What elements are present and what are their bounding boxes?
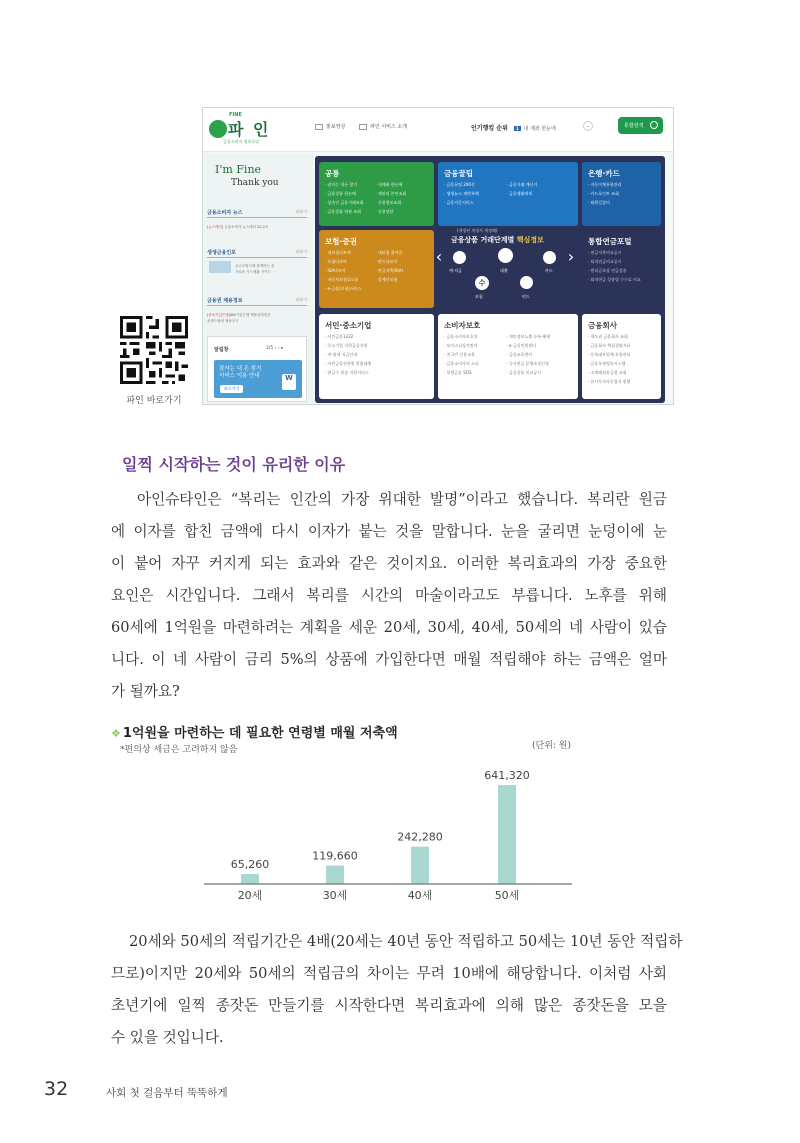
tile-item[interactable]: · 등록대부업체 통합관리 xyxy=(588,352,631,357)
life-title: 생생금융인포 xyxy=(207,250,236,256)
tile-company[interactable] xyxy=(582,314,661,399)
chart-title xyxy=(111,722,398,741)
carousel-subtitle: (개정된 개정사 개정해) xyxy=(457,228,498,233)
tile-item[interactable]: · 금융회사 핵심경영지표 xyxy=(588,343,631,348)
running-title: 사회 첫 걸음부터 뚝뚝하게 xyxy=(106,1087,228,1099)
tile-insurance[interactable] xyxy=(319,230,434,308)
tile-item[interactable]: · 외환길잡이 xyxy=(588,200,610,205)
carousel-title xyxy=(451,235,544,245)
tile-common-items xyxy=(325,181,430,217)
menu-promo-label: 홍보영상 xyxy=(326,124,346,130)
label-fund: 펀드 xyxy=(522,294,530,299)
x-tick-label: 50세 xyxy=(494,889,520,902)
bar-value-label: 242,280 xyxy=(397,830,443,844)
tile-common-title: 공통 xyxy=(325,169,340,178)
loan-icon[interactable] xyxy=(498,248,513,263)
tile-item[interactable]: · 펀드다모아 xyxy=(375,259,398,264)
paragraph-line: 요인은 시간입니다. 그래서 복리를 시간의 마술이라고도 부릅니다. 노후를 위해 xyxy=(111,587,667,604)
x-tick-label: 40세 xyxy=(407,889,433,902)
thank-you-text: Thank you xyxy=(231,178,279,188)
tile-item[interactable]: · 금융상품 약관 조회 xyxy=(325,209,361,214)
news-section-title[interactable] xyxy=(207,209,307,218)
tile-item[interactable]: · 퇴직연금비교공시 xyxy=(588,259,622,264)
tile-item[interactable]: · 금융소비자보호처 xyxy=(444,334,478,339)
notice-pager[interactable]: 2/5 ‹ › ▸ xyxy=(266,346,284,351)
tile-item[interactable]: · 퇴직연금 상품별 수수료 비교 xyxy=(588,277,641,282)
logo-sub: 금융소비자 정보포털 xyxy=(223,139,260,144)
tile-item[interactable]: · 보험다모아 xyxy=(325,259,347,264)
tile-item[interactable]: · 금융통계정보시스템 xyxy=(588,361,626,366)
paragraph-2 xyxy=(111,926,683,1054)
label-loan: 대출 xyxy=(500,268,508,273)
fine-website-screenshot xyxy=(202,107,674,405)
tile-item[interactable]: · 즉시연금 분쟁조정신청 xyxy=(506,361,549,366)
chart-note: *편의상 세금은 고려하지 않음 xyxy=(120,745,238,755)
tile-bank-items xyxy=(588,181,657,208)
service-menu-panel xyxy=(315,156,665,403)
tile-consumer-items xyxy=(444,333,574,378)
bar-value-label: 65,260 xyxy=(230,857,270,871)
diamond-bullet-icon: ❖ xyxy=(111,727,121,740)
tile-item[interactable]: · ISA다모아 xyxy=(325,268,346,273)
tile-bank-title: 은행·카드 xyxy=(588,169,620,178)
job-title: 금융권 채용정보 xyxy=(207,298,243,304)
im-fine-text: I'm Fine xyxy=(215,163,262,176)
paragraph-line: 아인슈타인은 “복리는 인간의 가장 위대한 발명”이라고 했습니다. 복리란 원금 xyxy=(137,491,667,508)
video-icon xyxy=(315,124,323,130)
tile-item[interactable]: · 자동이체통합관리 xyxy=(588,182,622,187)
life-thumbnail[interactable] xyxy=(209,261,231,273)
tile-item[interactable]: · 신용상담 xyxy=(375,209,394,214)
logo-fine: FINE xyxy=(229,112,242,118)
tile-item[interactable]: · 불법금융 SOS xyxy=(444,370,472,375)
chart-bar xyxy=(241,874,259,884)
tile-tips[interactable] xyxy=(438,162,578,226)
card-line-2: 서비스 이용 안내 xyxy=(219,373,260,379)
paragraph-1 xyxy=(111,484,667,708)
notice-title: 알림창 xyxy=(214,347,229,353)
card-wallet-icon: W xyxy=(282,374,296,390)
tile-smb[interactable] xyxy=(319,314,434,399)
news-more-link[interactable]: 더보기 xyxy=(295,209,307,214)
life-section-title[interactable] xyxy=(207,249,307,258)
tile-item[interactable]: · 연금저축(ISA) xyxy=(375,268,404,273)
life-line-1[interactable]: 우수모범사례 함께하는 숍 xyxy=(235,264,275,268)
search-icon xyxy=(650,121,658,129)
doc-icon xyxy=(359,124,367,130)
paragraph-line: 므로)이지만 20세와 50세의 적립금의 차이는 무려 10배에 해당합니다. 이처럼 사회 xyxy=(111,965,667,982)
fine-logo-icon xyxy=(209,120,227,138)
tile-item[interactable]: · 금융꿀팁 200선 xyxy=(444,182,475,187)
news-line[interactable] xyxy=(207,225,268,230)
tile-item[interactable]: · e-금융민원센터 xyxy=(506,343,537,348)
paragraph-line: 20세와 50세의 적립기간은 4배(20세는 40년 동안 적립하고 50세는 10년 동안 적립하 xyxy=(129,933,683,950)
carousel-prev-icon[interactable]: ‹ xyxy=(435,247,443,266)
tile-item[interactable]: · 생생뉴스 제반특례 xyxy=(444,191,479,196)
popular-ranking[interactable] xyxy=(471,123,556,132)
menu-intro-label: 파인 서비스 소개 xyxy=(370,124,407,130)
tile-item[interactable]: · 서민금융진흥원 맞춤대출 xyxy=(325,361,372,366)
job-line-2[interactable]: 신생드림에 채용공고 xyxy=(207,319,239,323)
carousel-title-b: 핵심정보 xyxy=(516,236,544,244)
tile-item[interactable]: · 금융거래 계산기 xyxy=(506,182,538,187)
notice-card[interactable] xyxy=(214,360,302,398)
job-more-link[interactable]: 더보기 xyxy=(295,297,307,302)
chart-title-text: 1억원을 마련하는 데 필요한 연령별 매월 저축액 xyxy=(122,726,398,741)
paragraph-line: 에 이자를 합친 금액에 다시 이자가 붙는 것을 말합니다. 눈을 굴리면 눈덩이에 눈 xyxy=(111,523,667,540)
tile-pension-title: 통합연금포털 xyxy=(588,237,632,246)
tile-item[interactable]: · 금융소비자의 소리 xyxy=(444,361,479,366)
news-tag: [뉴스레터] xyxy=(207,225,224,229)
paragraph-line: 초년기에 일찍 종잣돈 만들기를 시작한다면 복리효과에 의해 많은 종잣돈을 모을 xyxy=(111,997,667,1014)
tile-item[interactable]: · 카드포인트 조회 xyxy=(588,191,619,196)
x-tick-label: 30세 xyxy=(322,889,348,902)
tile-insurance-items xyxy=(325,249,430,294)
tile-item[interactable]: · 현금수 현장 지원서비스 xyxy=(325,370,369,375)
tile-consumer-title: 소비자보호 xyxy=(444,321,481,330)
tile-item[interactable]: · 내보험다보여 xyxy=(325,250,351,255)
tile-tips-items xyxy=(444,181,574,208)
job-line-1[interactable] xyxy=(207,313,271,318)
notice-box xyxy=(207,336,307,402)
chevron-down-icon[interactable]: ⌄ xyxy=(583,121,593,131)
rank-value: 내 계좌 한눈에 xyxy=(523,126,556,132)
tile-item[interactable]: · 금융상품 한눈에 xyxy=(325,191,356,196)
tile-common[interactable] xyxy=(319,162,434,226)
fund-icon[interactable] xyxy=(520,276,533,289)
notice-page: 2/5 xyxy=(266,346,274,351)
tile-insurance-title: 보험·증권 xyxy=(325,237,357,246)
rank-number: 1 xyxy=(515,126,519,131)
job-section-title[interactable] xyxy=(207,297,307,306)
tile-item[interactable]: · 상속인 금융거래조회 xyxy=(325,200,364,205)
tile-item[interactable]: · 소액해외송금업 조회 xyxy=(588,370,627,375)
tile-item[interactable]: · 유사투자자문업자 현황 xyxy=(588,379,631,384)
tile-smb-items xyxy=(325,333,430,378)
savings-bar-chart xyxy=(200,760,580,910)
tile-item[interactable]: · 서민금융1332 xyxy=(325,334,354,339)
tile-item[interactable]: · 내계좌 한눈에 xyxy=(375,182,403,187)
tile-item[interactable]: · 자동차보험료도움 xyxy=(325,277,359,282)
search-label: 통합검색 xyxy=(624,123,644,129)
rank-label: 인기행킹 순위 xyxy=(471,125,508,132)
paragraph-line: 이 붙어 자꾸 커지게 되는 효과와 같은 것이지요. 이러한 복리효과의 가장 중요한 xyxy=(111,555,667,572)
tile-company-title: 금융회사 xyxy=(588,321,617,330)
label-insurance: 보험 xyxy=(475,294,483,299)
tile-tips-title: 금융꿀팁 xyxy=(444,169,473,178)
tile-item[interactable]: · e-금융(보험)서비스 xyxy=(325,286,362,291)
savings-icon[interactable] xyxy=(453,251,466,264)
tile-bank-card[interactable] xyxy=(582,162,661,226)
card-go-button[interactable]: 바로가기 xyxy=(220,385,243,393)
tile-item[interactable]: · 전국민 신용교육 xyxy=(444,352,475,357)
qr-caption: 파인 바로가기 xyxy=(126,396,182,406)
chart-bar xyxy=(411,847,429,884)
tile-item[interactable]: · 잠자는 내돈 찾기 xyxy=(325,182,358,187)
center-insurance-icon[interactable]: 수 xyxy=(475,276,489,290)
life-line-2[interactable]: 가로운 카드생활 가이드 xyxy=(235,270,272,274)
card-icon[interactable] xyxy=(543,251,556,264)
life-more-link[interactable]: 더보기 xyxy=(295,249,307,254)
tile-item[interactable]: · 원리금보장 연금상품 xyxy=(588,268,627,273)
chart-unit: (단위: 원) xyxy=(532,741,571,751)
card-line-1: 잠자는 내 돈 찾기 xyxy=(219,366,262,372)
news-text: 금융소비자 뉴스레터 20-2호 xyxy=(224,225,269,229)
paragraph-line: 니다. 이 네 사람이 금리 5%의 상품에 가입한다면 매월 적립해야 하는 금액은 얼마 xyxy=(111,651,667,668)
carousel-title-a: 금융상품 거래단계별 xyxy=(451,236,515,244)
tile-item[interactable]: · 금융생활에세 xyxy=(506,191,533,196)
job-tag: [중소기업은행] xyxy=(207,313,231,317)
logo-name[interactable]: 파 인 xyxy=(228,120,271,139)
tile-consumer[interactable] xyxy=(438,314,578,399)
tile-item[interactable]: · 신용정보조회 xyxy=(375,200,402,205)
page-number: 32 xyxy=(44,1078,69,1100)
bar-value-label: 641,320 xyxy=(484,769,530,783)
tile-item[interactable]: · 중소기업 지원금융지원 xyxy=(325,343,368,348)
label-card: 카드 xyxy=(545,268,553,273)
chart-bar xyxy=(498,785,516,884)
carousel-next-icon[interactable]: › xyxy=(567,247,575,266)
paragraph-line: 수 있을 것입니다. xyxy=(111,1029,224,1046)
tile-company-items xyxy=(588,333,657,387)
tile-item[interactable]: · 장애인보험 xyxy=(375,277,398,282)
tile-smb-title: 서민·중소기업 xyxy=(325,321,372,330)
menu-promo-video[interactable] xyxy=(315,123,345,130)
tile-item[interactable]: · 전·월세 지금안내 xyxy=(325,352,358,357)
paragraph-line: 가 될까요? xyxy=(111,683,180,700)
menu-service-intro[interactable] xyxy=(359,123,407,130)
label-savings: 예·적금 xyxy=(449,268,462,273)
tile-item[interactable]: · 금융교육센터 xyxy=(506,352,533,357)
tile-item[interactable]: · 보이스피싱지킴이 xyxy=(444,343,478,348)
news-title: 금융소비자 뉴스 xyxy=(207,210,243,216)
tile-item[interactable]: · 금융상품 비교공시 xyxy=(506,370,542,375)
tile-item[interactable]: · 연금저축비교공시 xyxy=(588,250,622,255)
site-header xyxy=(203,108,673,152)
tile-item[interactable]: · 제관리 본인조회 xyxy=(375,191,407,196)
job-text: IBK기업은행 채용위하및공 xyxy=(230,313,271,317)
core-info-carousel xyxy=(435,228,575,306)
tile-pension[interactable] xyxy=(582,230,661,308)
x-tick-label: 20세 xyxy=(237,889,263,902)
section-title: 일찍 시작하는 것이 유리한 이유 xyxy=(122,455,346,474)
tile-item[interactable]: · 내보험 찾아줌 xyxy=(375,250,403,255)
tile-pension-items xyxy=(588,249,657,285)
left-panel xyxy=(203,153,313,405)
search-button[interactable] xyxy=(618,117,663,134)
paragraph-line: 60세에 1억원을 마련하려는 계획을 세운 20세, 30세, 40세, 50세의 네 사람이 있습 xyxy=(111,619,667,636)
bar-value-label: 119,660 xyxy=(312,849,358,863)
chart-bar xyxy=(326,866,344,884)
tile-item[interactable]: · 금융자문서비스 xyxy=(444,200,474,205)
qr-code[interactable] xyxy=(120,316,188,384)
tile-item[interactable]: · 개인정보노출 등록·해제 xyxy=(506,334,551,339)
tile-item[interactable]: · 제도권 금융회사 조회 xyxy=(588,334,628,339)
